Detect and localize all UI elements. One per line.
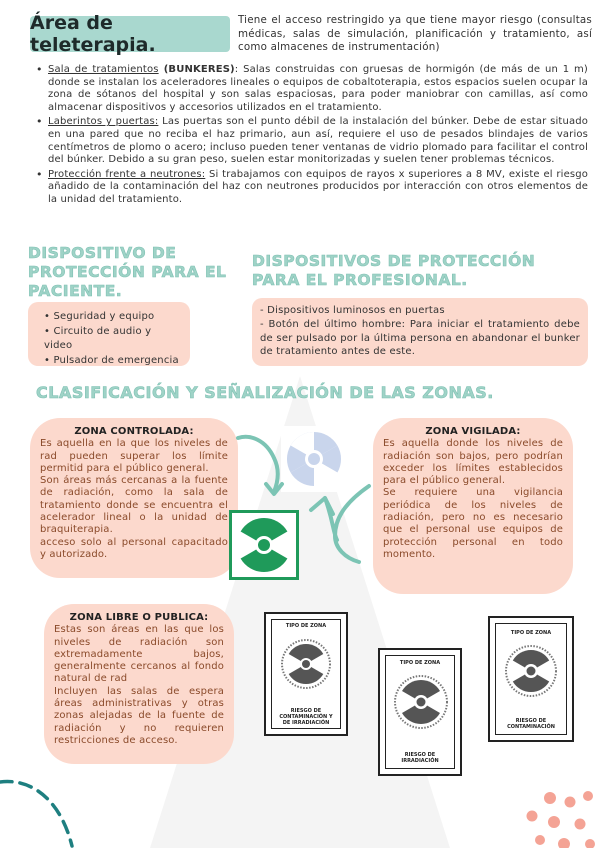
bullet-term-extra: (BUNKERES) [158,64,235,75]
free-zone-title: ZONA LIBRE O PUBLICA: [69,612,209,623]
sign-top-label: TIPO DE ZONA [285,623,327,629]
free-zone-box [44,604,234,764]
list-item [32,169,588,207]
supervised-zone-text-2: Se requiere una vigilancia periódica de los niveles de radiación, pero no es necesario que el personal use equipos de protección personal en todo momento. [383,487,563,560]
arrow-right-icon [303,480,375,566]
radiation-green-icon [229,510,299,580]
list-item [32,116,588,166]
supervised-zone-text-1: Es aquella donde los niveles de radiación son bajos, pero podrían exceder los límites establecidos para el público general. [383,438,563,487]
professional-line-1: - Dispositivos luminosos en puertas [260,305,445,316]
sign-top-label: TIPO DE ZONA [510,630,552,636]
page-title: Área de teleterapia. [30,12,156,56]
zone-sign-contamination-irradiation [264,612,348,736]
zone-sign-contamination [488,616,574,742]
zone-sign-irradiation [378,648,462,776]
sign-bottom-label: RIESGO DE CONTAMINACIÓN [507,718,555,730]
sign-top-label: TIPO DE ZONA [399,660,441,666]
bullet-text: : Salas construidas con gruesas de hormigón (de más de un 1 m) donde se instalan los aceleradores lineales o equipos de cobaltoterapia, estos espacios suelen ocupar la zona de sótanos del hospital y son salas espaciosas, para poder maniobrar con camillas, así como almacenar dispositivos y accesorios utilizados en el tratamiento. [48,64,588,113]
list-item: • Pulsador de emergencia [44,354,182,369]
supervised-zone-box [373,418,573,594]
controlled-zone-text-1: Es aquella en la que los niveles de rad pueden superar los límite permitid para el público general. [40,438,228,474]
classification-heading: CLASIFICACIÓN Y SEÑALIZACIÓN DE LAS ZONAS. [36,383,494,402]
professional-box [252,298,588,366]
bullet-text: Si trabajamos con equipos de rayos x superiores a 8 MV, existe el riesgo añadido de la contaminación del haz con neutrones producidos por interacción con otros elementos de la unidad del tratamiento. [48,168,588,205]
radiation-trefoil-icon [280,638,332,690]
sign-bottom-label: RIESGO DE CONTAMINACIÓN Y DE IRRADIACIÓN [279,708,333,726]
controlled-zone-text-3: acceso solo al personal capacitado y autorizado. [40,536,228,560]
area-bullets [32,64,588,209]
list-item: • Seguridad y equipo [44,310,182,325]
title-banner [30,12,230,56]
intro-text: Tiene el acceso restringido ya que tiene mayor riesgo (consultas médicas, salas de simulación, planificación y tratamiento, así como almacenes de instrumentación) [238,14,592,53]
list-item [32,64,588,114]
patient-box [28,302,190,366]
radiation-trefoil-icon [504,644,558,698]
professional-heading: DISPOSITIVOS DE PROTECCIÓN PARA EL PROFESIONAL. [252,252,536,289]
controlled-zone-title: ZONA CONTROLADA: [74,426,194,437]
bullet-term: Sala de tratamientos [48,64,159,75]
decorative-dashed-curve [0,770,90,848]
radiation-trefoil-icon [393,674,449,730]
arrow-left-icon [230,430,292,500]
free-zone-text-2: Incluyen las salas de espera áreas administrativas y otras zonas alejadas de la fuente de radiación y no requieren restricciones de acceso. [54,685,224,746]
sign-bottom-label: RIESGO DE IRRADIACIÓN [401,752,439,764]
patient-heading: DISPOSITIVO DE PROTECCIÓN PARA EL PACIENTE. [28,244,227,300]
professional-line-2: - Botón del último hombre: Para iniciar el tratamiento debe de ser pulsado por la última persona en abandonar el bunker de tratamiento antes de este. [260,318,580,358]
free-zone-text-1: Estas son áreas en las que los niveles de radiación son extremadamente bajos, generalmente cercanos al fondo natural de rad [54,624,224,685]
bullet-term: Protección frente a neutrones: [48,168,206,180]
controlled-zone-box [30,418,238,578]
bullet-term: Laberintos y puertas: [48,116,159,128]
decorative-dots [520,788,600,848]
bullet-text: Las puertas son el punto débil de la instalación del búnker. Debe de estar situado en una pared que no reciba el haz primario, aun así, requiere el uso de pesados blindajes de varios centímetros de plomo o acero; incluso pueden tener ventanas de vidrio plomado para facilitar el control del búnker. Debido a su gran peso, suelen estar monitorizadas y suelen tener problemas técnicos. [48,116,588,166]
list-item: • Circuito de audio y video [44,325,182,354]
supervised-zone-title: ZONA VIGILADA: [425,426,521,437]
controlled-zone-text-2: Son áreas más cercanas a la fuente de radiación, como la sala de tratamiento donde se encuentra el acelerador lineal o la unidad de braquiterapia. [40,475,228,536]
